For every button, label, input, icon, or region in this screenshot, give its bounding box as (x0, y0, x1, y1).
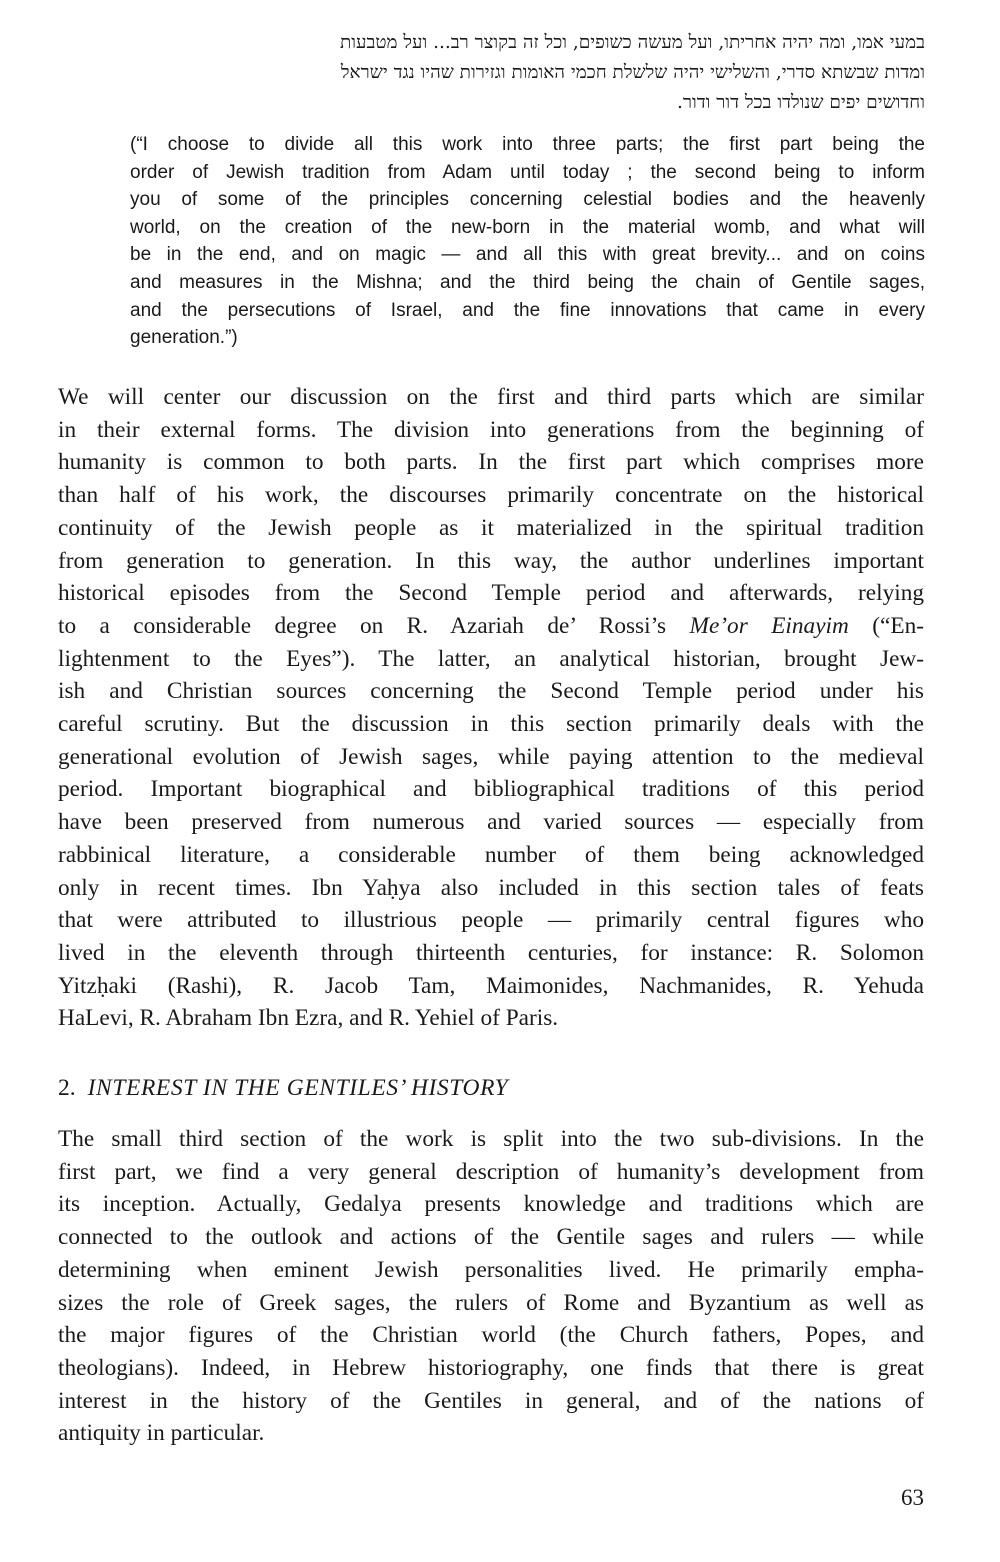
paragraph-line: We will center our discussion on the first and third parts which are similar (58, 384, 924, 410)
paragraph-line: that were attributed to illustrious people — primarily central figures who (58, 907, 924, 934)
paragraph-line: historical episodes from the Second Temple period and afterwards, relying (58, 580, 924, 607)
quote-line: order of Jewish tradition from Adam until today ; the second being to inform (130, 161, 925, 183)
quote-line: you of some of the principles concerning celestial bodies and the heavenly (130, 189, 925, 211)
quote-line: (“I choose to divide all this work into three parts; the first part being the (130, 134, 925, 155)
paragraph-line-with-title (58, 610, 924, 643)
book-title-meor-einayim: Me’or Einayim (689, 612, 849, 639)
paragraph-line: humanity is common to both parts. In the first part which comprises more (58, 449, 924, 476)
paragraph-line: from generation to generation. In this way, the author underlines important (58, 547, 924, 574)
paragraph-line: continuity of the Jewish people as it materialized in the spiritual tradition (58, 514, 924, 541)
paragraph-discussion (58, 381, 924, 1035)
section-number: 2. (58, 1075, 76, 1101)
paragraph-line: lightenment to the Eyes”). The latter, an analytical historian, brought Jew- (58, 645, 924, 672)
paragraph-line: The small third section of the work is split into the two sub-divisions. In the (58, 1126, 924, 1152)
page-number: 63 (901, 1485, 924, 1510)
quote-line: world, on the creation of the new-born in the material womb, and what will (130, 216, 925, 238)
paragraph-line: its inception. Actually, Gedalya presents knowledge and traditions which are (58, 1191, 924, 1218)
english-translation-quote (130, 131, 925, 352)
paragraph-line: the major figures of the Christian world (the Church fathers, Popes, and (58, 1322, 924, 1349)
paragraph-line: interest in the history of the Gentiles in general, and of the nations of (58, 1387, 924, 1414)
paragraph-line: period. Important biographical and bibliographical traditions of this period (58, 776, 924, 803)
paragraph-line: Yitzḥaki (Rashi), R. Jacob Tam, Maimonides, Nachmanides, R. Yehuda (58, 972, 924, 999)
quote-line: be in the end, and on magic — and all this with great brevity... and on coins (130, 244, 925, 266)
hebrew-line: ומדות שבשתא סדרי, והשלישי יהיה שלשלת חכמי האומות וגזירות שהיו נגד ישראל (340, 62, 925, 83)
paragraph-line: HaLevi, R. Abraham Ibn Ezra, and R. Yehiel of Paris. (58, 1005, 559, 1032)
paragraph-line: antiquity in particular. (58, 1420, 265, 1447)
paragraph-line: in their external forms. The division into generations from the beginning of (58, 416, 924, 443)
paragraph-line: first part, we find a very general description of humanity’s development from (58, 1158, 924, 1185)
paragraph-line: have been preserved from numerous and varied sources — especially from (58, 809, 924, 836)
line-prefix: to a considerable degree on R. Azariah de’ Rossi’s (58, 612, 690, 639)
paragraph-line: than half of his work, the discourses primarily concentrate on the historical (58, 482, 924, 509)
line-suffix: (“En- (848, 612, 925, 639)
paragraph-line: only in recent times. Ibn Yaḥya also included in this section tales of feats (58, 874, 924, 901)
paragraph-line: determining when eminent Jewish personalities lived. He primarily empha- (58, 1256, 924, 1283)
paragraph-line: lived in the eleventh through thirteenth centuries, for instance: R. Solomon (58, 939, 924, 966)
paragraph-gentiles-history (58, 1123, 924, 1450)
paragraph-line: theologians). Indeed, in Hebrew historiography, one finds that there is great (58, 1354, 924, 1381)
paragraph-line: generational evolution of Jewish sages, while paying attention to the medieval (58, 743, 924, 770)
quote-line: and the persecutions of Israel, and the fine innovations that came in every (130, 299, 925, 321)
hebrew-line: במעי אמו, ומה יהיה אחריתו, ועל מעשה כשופים, וכל זה בקוצר רב... ועל מטבעות (339, 32, 925, 53)
paragraph-line: ish and Christian sources concerning the Second Temple period under his (58, 678, 924, 705)
paragraph-line: sizes the role of Greek sages, the rulers of Rome and Byzantium as well as (58, 1289, 924, 1316)
paragraph-line: connected to the outlook and actions of the Gentile sages and rulers — while (58, 1224, 924, 1251)
paragraph-line: rabbinical literature, a considerable number of them being acknowledged (58, 841, 924, 868)
section-heading (58, 1072, 508, 1104)
paragraph-line: careful scrutiny. But the discussion in this section primarily deals with the (58, 711, 924, 738)
hebrew-line: וחדושים יפים שנולדו בכל דור ודור. (677, 92, 925, 113)
quote-line: generation.”) (130, 327, 238, 349)
quote-line: and measures in the Mishna; and the third being the chain of Gentile sages, (130, 271, 925, 293)
hebrew-quote (130, 28, 925, 118)
section-title: INTEREST IN THE GENTILES’ HISTORY (87, 1075, 509, 1101)
